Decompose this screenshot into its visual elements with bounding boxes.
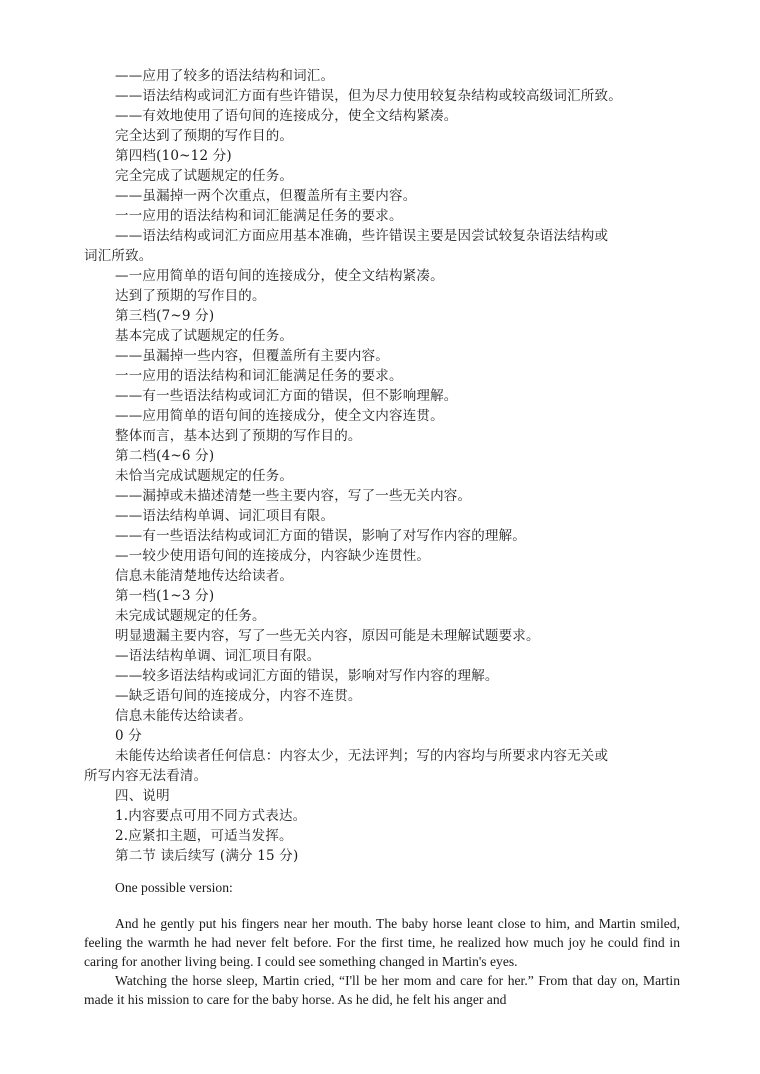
text-line: 四、说明	[115, 788, 170, 804]
text-line: 未完成试题规定的任务。	[115, 608, 266, 624]
text-line: ——漏掉或未描述清楚一些主要内容，写了一些无关内容。	[115, 488, 472, 504]
text-line: 完全达到了预期的写作目的。	[115, 128, 294, 144]
essay-paragraph: Watching the horse sleep, Martin cried, “I'll be her mom and care for her.” From that day on, Martin made it his mission to care for the baby horse. As he did, he felt his anger and	[84, 973, 680, 1007]
scoring-criteria-text	[0, 66, 760, 866]
essay-paragraph: And he gently put his fingers near her mouth. The baby horse leant close to him, and Martin smiled, feeling the warmth he had never felt before. For the first time, he realized how much joy he could find in caring for another living being. I could see something changed in Martin's eyes.	[84, 916, 680, 969]
text-line: ——有一些语法结构或词汇方面的错误，影响了对写作内容的理解。	[115, 528, 526, 544]
text-line: 第二档(4~6 分)	[115, 448, 215, 464]
text-line: ——语法结构单调、词汇项目有限。	[115, 508, 335, 524]
text-line: 0 分	[115, 728, 142, 744]
sample-essay	[84, 914, 680, 1009]
text-line: 信息未能传达给读者。	[115, 708, 252, 724]
text-line: —一较少使用语句间的连接成分，内容缺少连贯性。	[115, 548, 431, 564]
text-line: —一应用简单的语句间的连接成分，使全文结构紧凑。	[115, 268, 444, 284]
text-line: ——语法结构或词汇方面有些许错误，但为尽力使用较复杂结构或较高级词汇所致。	[115, 88, 622, 104]
text-line: ——应用了较多的语法结构和词汇。	[115, 68, 335, 84]
text-line: 1.内容要点可用不同方式表达。	[115, 808, 307, 824]
text-line: 第四档(10~12 分)	[115, 148, 232, 164]
text-line: ——应用简单的语句间的连接成分，使全文内容连贯。	[115, 408, 444, 424]
text-line: 词汇所致。	[84, 248, 153, 264]
text-line: 明显遗漏主要内容，写了一些无关内容，原因可能是未理解试题要求。	[115, 628, 540, 644]
text-line: ——较多语法结构或词汇方面的错误，影响对写作内容的理解。	[115, 668, 499, 684]
text-line: 一一应用的语法结构和词汇能满足任务的要求。	[115, 208, 403, 224]
text-line: 一一应用的语法结构和词汇能满足任务的要求。	[115, 368, 403, 384]
text-line: 未能传达给读者任何信息：内容太少，无法评判；写的内容均与所要求内容无关或	[115, 748, 609, 764]
text-line: —语法结构单调、词汇项目有限。	[115, 648, 321, 664]
text-line: 未恰当完成试题规定的任务。	[115, 468, 294, 484]
text-line: 2.应紧扣主题，可适当发挥。	[115, 828, 293, 844]
text-line: 所写内容无法看清。	[84, 768, 208, 784]
text-line: 达到了预期的写作目的。	[115, 288, 266, 304]
text-line: —缺乏语句间的连接成分，内容不连贯。	[115, 688, 362, 704]
text-line: ——有效地使用了语句间的连接成分，使全文结构紧凑。	[115, 108, 458, 124]
text-line: 整体而言，基本达到了预期的写作目的。	[115, 428, 362, 444]
text-line: 第一档(1~3 分)	[115, 588, 215, 604]
text-line: 信息未能清楚地传达给读者。	[115, 568, 294, 584]
text-line: ——虽漏掉一两个次重点，但覆盖所有主要内容。	[115, 188, 417, 204]
text-line: 基本完成了试题规定的任务。	[115, 328, 294, 344]
text-line: 第二节 读后续写 (满分 15 分)	[115, 848, 299, 864]
text-line: ——虽漏掉一些内容，但覆盖所有主要内容。	[115, 348, 389, 364]
text-line: ——有一些语法结构或词汇方面的错误，但不影响理解。	[115, 388, 458, 404]
text-line: ——语法结构或词汇方面应用基本准确，些许错误主要是因尝试较复杂语法结构或	[115, 228, 609, 244]
text-line: 第三档(7~9 分)	[115, 308, 215, 324]
text-line: 完全完成了试题规定的任务。	[115, 168, 294, 184]
one-possible-version-label: One possible version:	[115, 880, 233, 895]
